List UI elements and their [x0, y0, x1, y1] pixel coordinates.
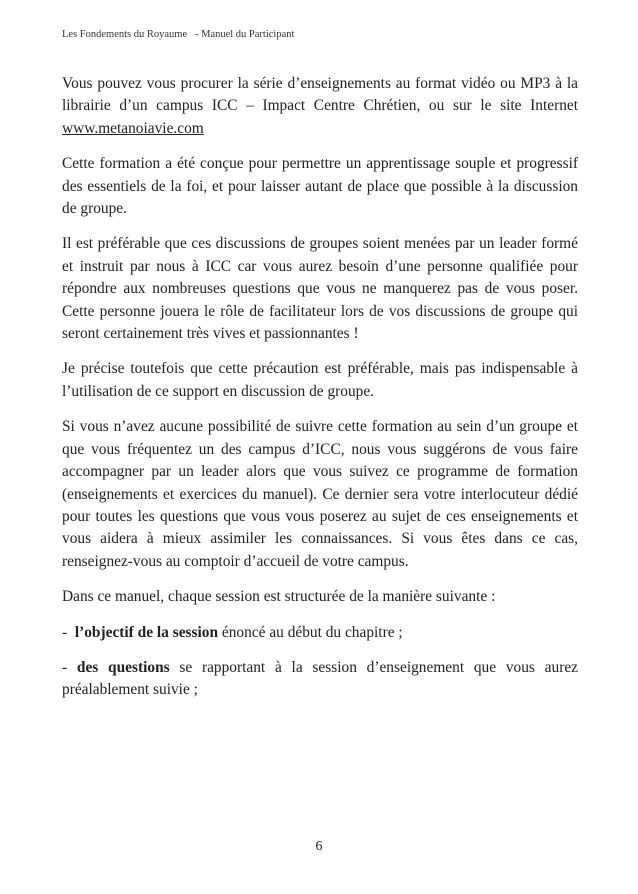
paragraph-no-group: Si vous n’avez aucune possibilité de suivre cette formation au sein d’un groupe et que vous fréquentez un des campus d’ICC, nous vous suggérons de vous faire accompagner par un leader alors que vous suivez ce programme de formation (enseignements et exercices du manuel). Ce dernier sera votre interlocuteur dédié pour toutes les questions que vous vous poserez au sujet de ces enseignements et vous aidera à mieux assimiler les connaissances. Si vous êtes dans ce cas, renseignez-vous au comptoir d’accueil de votre campus. — [62, 418, 578, 570]
list-item-objective-prefix: - — [62, 623, 75, 641]
list-item-questions-prefix: - — [62, 658, 77, 676]
list-item-questions — [62, 657, 578, 702]
list-item-objective — [62, 622, 578, 644]
paragraph-leader: Il est préférable que ces discussions de groupes soient menées par un leader formé et instruit par nous à ICC car vous aurez besoin d’une personne qualifiée pour répondre aux nombreuses questions que vous ne manquerez pas de vous poser. Cette personne jouera le rôle de facilitateur lors de vos discussions de groupe qui seront certainement très vives et passionnantes ! — [62, 235, 578, 343]
running-header: Les Fondements du Royaume - Manuel du Participant — [62, 29, 295, 40]
website-link[interactable]: www.metanoiavie.com — [62, 119, 204, 137]
paragraph-structure-intro: Dans ce manuel, chaque session est structurée de la manière suivante : — [62, 588, 496, 606]
list-item-questions-text: se rapportant à la session d’enseignement que vous aurez préalablement suivie ; — [62, 658, 578, 699]
paragraph-purpose: Cette formation a été conçue pour permettre un apprentissage souple et progressif des essentiels de la foi, et pour laisser autant de place que possible à la discussion de groupe. — [62, 155, 578, 218]
page-number: 6 — [315, 839, 323, 854]
paragraph-precaution: Je précise toutefois que cette précaution est préférable, mais pas indispensable à l’utilisation de ce support en discussion de groupe. — [62, 360, 578, 400]
paragraph-availability — [62, 73, 578, 140]
list-item-objective-text: énoncé au début du chapitre ; — [218, 623, 403, 641]
paragraph-availability-text: Vous pouvez vous procurer la série d’enseignements au format vidéo ou MP3 à la librairie d’un campus ICC – Impact Centre Chrétien, ou sur le site Internet — [62, 75, 578, 115]
body-text — [62, 73, 578, 715]
list-item-questions-term: des questions — [76, 658, 170, 676]
list-item-objective-term: l’objectif de la session — [74, 623, 219, 641]
